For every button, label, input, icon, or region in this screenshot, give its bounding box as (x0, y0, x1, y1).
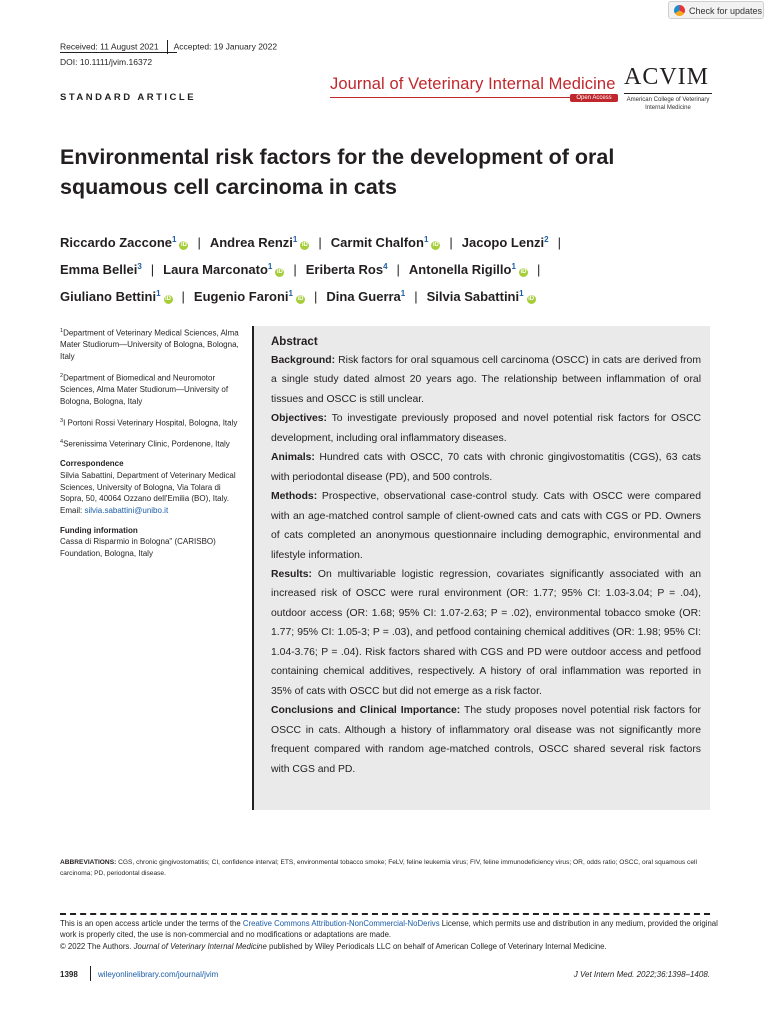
author[interactable] (331, 235, 441, 250)
author-affiliation: 1 (292, 235, 298, 244)
abstract-edge (252, 326, 254, 810)
author-affiliation: 3 (137, 262, 142, 271)
author-separator: | (396, 262, 400, 277)
abstract-section (271, 448, 701, 487)
header-rule (60, 52, 177, 53)
copyright-journal: Journal of Veterinary Internal Medicine (133, 941, 267, 951)
abstract-section-text: Risk factors for oral squamous cell carcinoma (OSCC) in cats are derived from a single study dated almost 20 years ago. The relationship between inflammation of oral tissues and OSCC is still unclear. (271, 355, 701, 405)
author-affiliation: 1 (400, 289, 406, 298)
affiliation-text: Department of Veterinary Medical Sciences, Alma Mater Studiorum—University of Bologna, Bologna, Italy (60, 328, 239, 362)
citation-text: J Vet Intern Med. 2022;36:1398–1408. (573, 970, 710, 979)
abstract-heading: Abstract (271, 336, 318, 348)
author-affiliation: 1 (172, 235, 177, 244)
author-list (60, 228, 720, 309)
affiliation-number: 1 (60, 328, 64, 334)
accepted-date: Accepted: 19 January 2022 (173, 41, 278, 52)
article-type: STANDARD ARTICLE (60, 92, 197, 103)
affiliations (60, 326, 246, 450)
author[interactable] (194, 289, 305, 304)
affiliation-number: 2 (60, 372, 64, 379)
abbreviations-text: CGS, chronic gingivostomatitis; CI, confidence interval; ETS, environmental tobacco smoke; FeLV, feline leukemia virus; FIV, feline immunodeficiency virus; OR, odds ratio; OSCC, oral squamous cell carcinoma; PD, periodontal disease. (60, 859, 697, 877)
author-separator: | (181, 289, 185, 304)
acvim-subtitle: American College of Veterinary Internal Medicine (626, 97, 710, 111)
author[interactable] (326, 289, 405, 304)
acvim-logo: ACVIM (624, 64, 710, 90)
author-name: Antonella Rigillo (408, 262, 512, 277)
affiliation-number: 3 (60, 417, 64, 424)
abstract-section (271, 409, 701, 448)
abstract-section-label: Background: (271, 355, 336, 366)
author[interactable] (60, 289, 173, 304)
abstract-sections (271, 351, 701, 779)
abstract-section-label: Methods: (271, 491, 318, 503)
author-separator: | (318, 235, 322, 250)
correspondence (60, 458, 246, 517)
author-name: Andrea Renzi (209, 235, 293, 250)
author[interactable] (163, 262, 284, 277)
author[interactable] (427, 289, 536, 304)
license-link[interactable]: Creative Commons Attribution-NonCommercial-NoDerivs (242, 919, 440, 928)
orcid-icon[interactable]: iD (301, 242, 308, 248)
abbreviations-label: ABBREVIATIONS: (60, 859, 117, 866)
funding-text: Cassa di Risparmio in Bologna" (CARISBO) Foundation, Bologna, Italy (60, 537, 216, 559)
orcid-icon[interactable]: iD (528, 296, 535, 302)
affiliation (60, 416, 246, 429)
email-link[interactable]: silvia.sabattini@unibo.it (84, 506, 169, 516)
citation (520, 970, 710, 979)
author[interactable] (409, 262, 528, 277)
abstract-section-text: The study proposes novel potential risk factors for OSCC in cats. Although a history of inflammatory oral disease was not significantly more frequent compared with random age-matched controls, OSCC shared several risk factors with CGS and PD. (271, 705, 702, 775)
copyright-pre: © 2022 The Authors. (60, 941, 134, 951)
author-separator: | (536, 262, 541, 277)
abstract-section-label: Results: (271, 568, 312, 580)
affiliation-number: 4 (60, 438, 64, 445)
abstract-section (271, 565, 701, 701)
journal-url-link[interactable]: wileyonlinelibrary.com/journal/jvim (98, 970, 219, 979)
affiliation-text: Department of Biomedical and Neuromotor Sciences, Alma Mater Studiorum—University of Bologna, Bologna, Italy (60, 373, 229, 406)
author-affiliation: 1 (519, 289, 524, 298)
author-affiliation: 4 (383, 262, 388, 271)
abstract-section-label: Conclusions and Clinical Importance: (271, 705, 461, 717)
orcid-icon[interactable]: iD (165, 296, 172, 302)
received-date: Received: 11 August 2021 (60, 41, 159, 52)
author-name: Giuliano Bettini (60, 289, 157, 304)
check-for-updates-button[interactable] (668, 1, 764, 19)
author-separator: | (197, 235, 201, 250)
author-name: Silvia Sabattini (426, 289, 520, 304)
license-post: License, which permits use and distribution in any medium, provided the original work is properly cited, the use is non-commercial and no modifications or adaptations are made. (60, 919, 718, 940)
page-number: 1398 (60, 970, 78, 979)
orcid-icon[interactable]: iD (432, 242, 439, 248)
funding-heading: Funding information (60, 525, 138, 535)
affiliation (60, 437, 246, 450)
author-affiliation: 1 (511, 262, 516, 271)
open-access-badge: Open Access (570, 94, 618, 102)
author-name: Jacopo Lenzi (461, 235, 545, 250)
author-affiliation: 1 (288, 289, 293, 298)
affiliation (60, 371, 246, 408)
author-affiliation: 1 (423, 235, 429, 244)
abbreviations (60, 857, 720, 879)
author-affiliation: 1 (267, 262, 273, 271)
author-name: Eriberta Ros (305, 262, 384, 277)
abstract-section-text: To investigate previously proposed and novel potential risk factors for OSCC development, including oral inflammatory diseases. (271, 413, 701, 444)
license-divider (60, 913, 710, 915)
abstract-section-label: Animals: (271, 452, 315, 464)
orcid-icon[interactable]: iD (180, 242, 187, 248)
author-affiliation: 1 (156, 289, 161, 298)
email-label: Email: (60, 506, 85, 516)
author[interactable] (210, 235, 310, 250)
abstract-section (271, 487, 701, 565)
copyright-post: published by Wiley Periodicals LLC on behalf of American College of Veterinary Internal Medicine. (266, 941, 607, 951)
author-name: Carmit Chalfon (330, 235, 424, 250)
author-name: Dina Guerra (326, 289, 401, 304)
author[interactable] (462, 235, 549, 250)
affiliation (60, 326, 246, 363)
author-name: Emma Bellei (60, 262, 138, 277)
orcid-icon[interactable]: iD (297, 296, 304, 302)
journal-name[interactable]: Journal of Veterinary Internal Medicine (330, 75, 616, 93)
doi[interactable]: DOI: 10.1111/jvim.16372 (60, 57, 153, 67)
author-separator: | (293, 262, 297, 277)
author[interactable] (60, 235, 188, 250)
orcid-icon[interactable]: iD (520, 269, 527, 275)
correspondence-heading: Correspondence (60, 459, 124, 469)
author-name: Riccardo Zaccone (60, 235, 172, 250)
abstract-section-text: Hundred cats with OSCC, 70 cats with chronic gingivostomatitis (CGS), 63 cats with periodontal disease (PD), and 500 controls. (271, 452, 701, 483)
author-name: Eugenio Faroni (193, 289, 289, 304)
update-icon (674, 5, 685, 16)
affiliation-text: Serenissima Veterinary Clinic, Pordenone, Italy (63, 439, 230, 449)
affiliation-text: I Portoni Rossi Veterinary Hospital, Bologna, Italy (63, 418, 238, 428)
abstract (271, 334, 701, 779)
author-separator: | (313, 289, 318, 304)
article-title: Environmental risk factors for the development of oral squamous cell carcinoma in cats (60, 145, 615, 199)
author-separator: | (150, 262, 155, 277)
license-pre: This is an open access article under the terms of the (60, 919, 243, 928)
funding (60, 525, 246, 560)
abstract-section-text: Prospective, observational case-control study. Cats with OSCC were compared with an age-matched control sample of client-owned cats and cats with CGS or PD. Owners of cats completed an anonymous questionnaire including demographic, environmental and lifestyle information. (271, 491, 701, 561)
abstract-section-text: On multivariable logistic regression, covariates significantly associated with an increased risk of OSCC were rural environment (OR: 1.77; 95% CI: 1.03-3.04; P = .04), outdoor access (OR: 1.68; 95% CI: 1.07-2.63; P = .02), environmental tobacco smoke (OR: 1.77; 95% CI: 1.05-3; P = .03), and petfood containing chemical additives (OR: 1.98; 95% CI: 1.04-3.76; P = .04). Risk factors shared with CGS and PD were outdoor access and petfood containing chemical additives, respectively. A history of oral inflammation was reported in 35% of cats with OSCC but did not emerge as a risk factor. (271, 568, 701, 697)
footer-divider (90, 966, 91, 981)
author-affiliation: 2 (544, 235, 549, 244)
abstract-section-label: Objectives: (271, 413, 328, 425)
author-separator: | (557, 235, 561, 250)
author[interactable] (306, 262, 388, 277)
left-column (60, 326, 246, 568)
orcid-icon[interactable]: iD (276, 269, 283, 275)
author-separator: | (414, 289, 418, 304)
abstract-section (271, 701, 701, 779)
author[interactable] (60, 262, 142, 277)
check-for-updates-label: Check for updates (689, 6, 763, 16)
abstract-section (271, 351, 701, 409)
correspondence-text: Silvia Sabattini, Department of Veterinary Medical Sciences, University of Bologna, Via Tolara di Sopra, 50, 40064 Ozzano dell'Emilia (BO), Italy. (60, 470, 236, 504)
author-name: Laura Marconato (163, 262, 268, 277)
author-separator: | (449, 235, 453, 250)
license-notice (60, 918, 720, 952)
acvim-rule (624, 93, 712, 94)
